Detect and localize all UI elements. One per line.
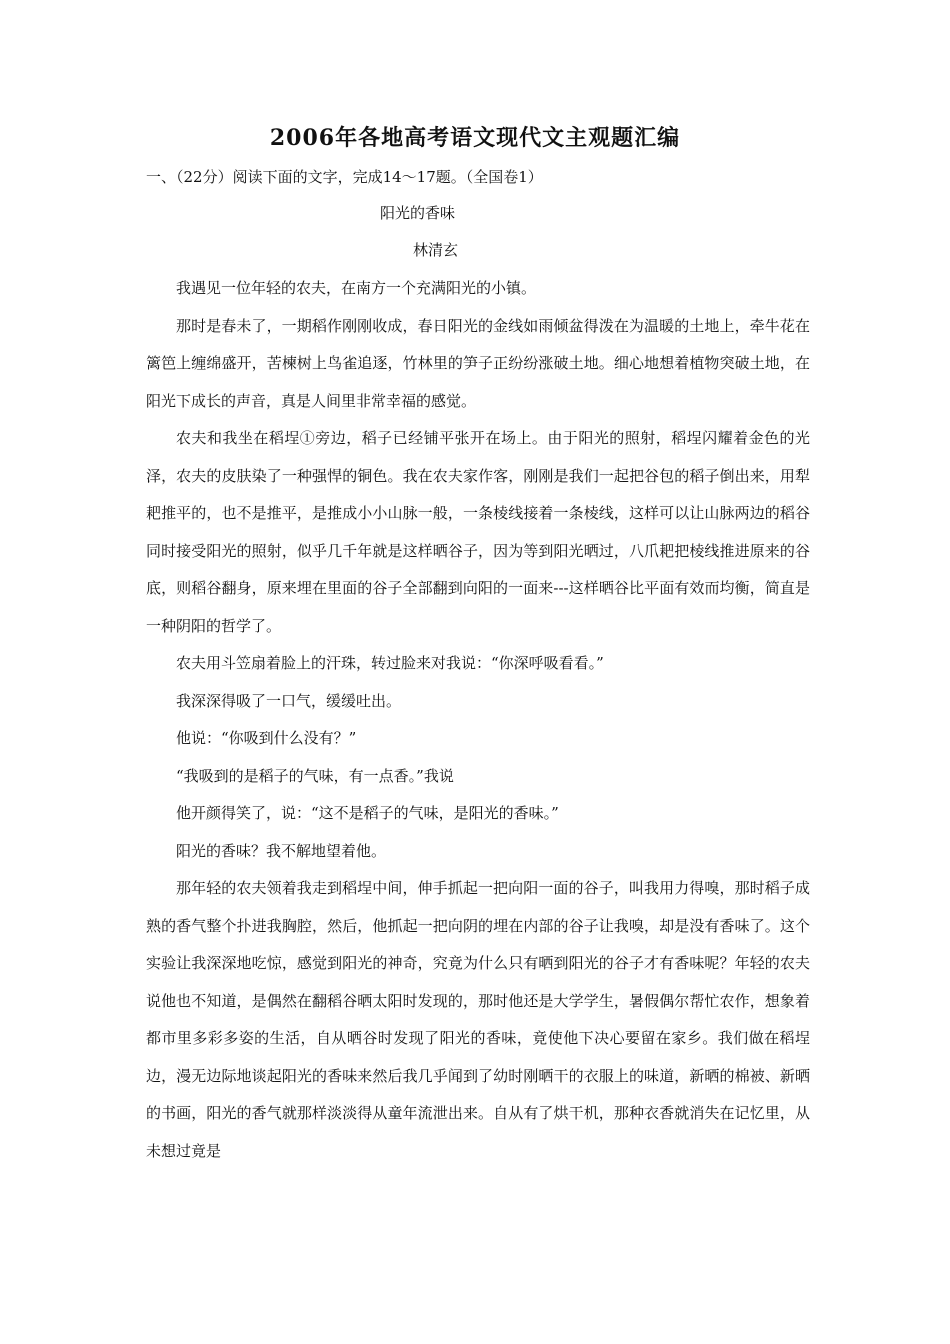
article-title: 阳光的香味 xyxy=(380,204,456,222)
paragraph: 我深深得吸了一口气，缓缓吐出。 xyxy=(176,691,402,710)
section-heading: 一、（22分）阅读下面的文字，完成14～17题。（全国卷1） xyxy=(146,168,543,186)
paragraph: 那时是春未了，一期稻作刚刚收成，春日阳光的金线如雨倾盆得泼在为温暖的土地上，牵牛花在篱笆上缠绵盛开，苦楝树上鸟雀追逐，竹林里的笋子正纷纷涨破土地。细心地想着植物突破土地，在阳光下成长的声音，真是人间里非常幸福的感觉。 xyxy=(146,316,810,410)
paragraph: 阳光的香味？我不解地望着他。 xyxy=(176,841,387,860)
document-title: 2006年各地高考语文现代文主观题汇编 xyxy=(269,125,681,151)
paragraph: 农夫用斗笠扇着脸上的汗珠，转过脸来对我说：“你深呼吸看看。” xyxy=(176,654,604,672)
paragraph: 那年轻的农夫领着我走到稻埕中间，伸手抓起一把向阳一面的谷子，叫我用力得嗅，那时稻子成熟的香气整个扑进我胸腔，然后，他抓起一把向阴的埋在内部的谷子让我嗅，却是没有香味了。这个实验让我深深地吃惊，感觉到阳光的神奇，究竟为什么只有晒到阳光的谷子才有香味呢？年轻的农夫说他也不知道，是偶然在翻稻谷晒太阳时发现的，那时他还是大学学生，暑假偶尔帮忙农作，想象着都市里多彩多姿的生活，自从晒谷时发现了阳光的香味，竟使他下决心要留在家乡。我们做在稻埕边，漫无边际地谈起阳光的香味来然后我几乎闻到了幼时刚晒干的衣服上的味道，新晒的棉被、新晒的书画，阳光的香气就那样淡淡得从童年流泄出来。自从有了烘干机，那种衣香就消失在记忆里，从未想过竟是 xyxy=(146,879,810,1160)
article-author: 林清玄 xyxy=(413,241,459,259)
paragraph: 农夫和我坐在稻埕①旁边，稻子已经铺平张开在场上。由于阳光的照射，稻埕闪耀着金色的光泽，农夫的皮肤染了一种强悍的铜色。我在农夫家作客，刚刚是我们一起把谷包的稻子倒出来，用犁耙推平的，也不是推平，是推成小小山脉一般，一条棱线接着一条棱线，这样可以让山脉两边的稻谷同时接受阳光的照射，似乎几千年就是这样晒谷子，因为等到阳光晒过，八爪耙把棱线推进原来的谷底，则稻谷翻身，原来埋在里面的谷子全部翻到向阳的一面来---这样晒谷比平面有效而均衡，简直是一种阴阳的哲学了。 xyxy=(146,429,810,635)
paragraph: “我吸到的是稻子的气味，有一点香。”我说 xyxy=(176,766,454,785)
paragraph: 我遇见一位年轻的农夫，在南方一个充满阳光的小镇。 xyxy=(176,279,537,297)
article-body xyxy=(146,270,810,1170)
paragraph: 他说：“你吸到什么没有？” xyxy=(176,729,357,747)
paragraph: 他开颜得笑了，说：“这不是稻子的气味，是阳光的香味。” xyxy=(176,804,559,822)
